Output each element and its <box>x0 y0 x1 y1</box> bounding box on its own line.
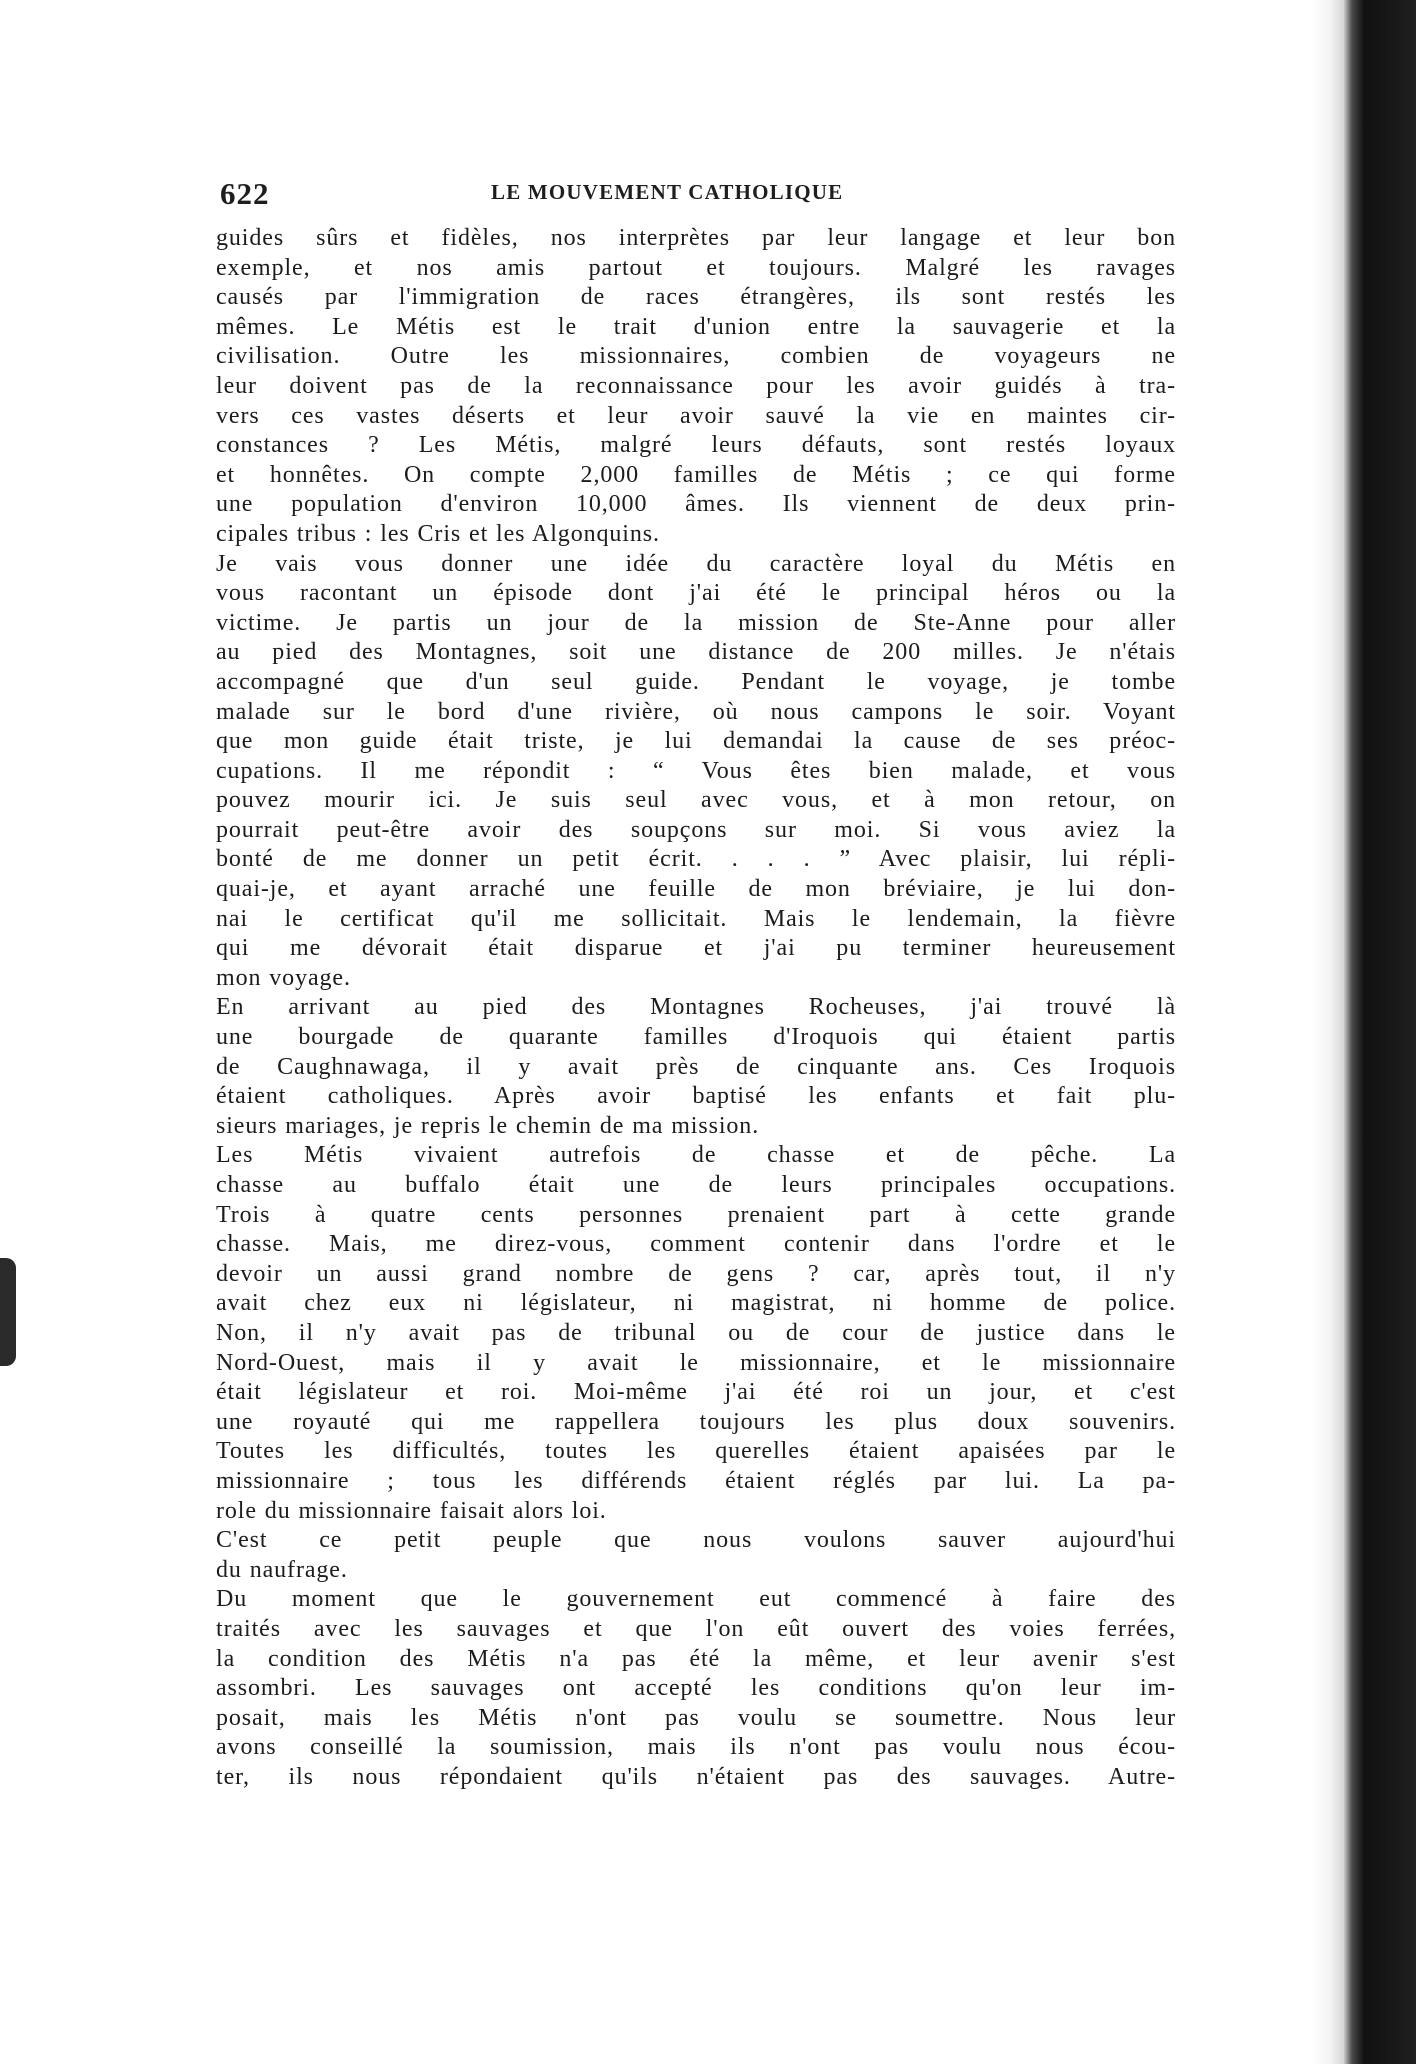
text-line: Toutes les difficultés, toutes les querelles étaient apaisées par le <box>216 1438 1176 1465</box>
text-line: civilisation. Outre les missionnaires, combien de voyageurs ne <box>216 343 1176 370</box>
text-line: nai le certificat qu'il me sollicitait. Mais le lendemain, la fièvre <box>216 905 1176 932</box>
body-text <box>216 224 1176 1792</box>
text-line: de Caughnawaga, il y avait près de cinquante ans. Ces Iroquois <box>216 1053 1176 1080</box>
text-line: Du moment que le gouvernement eut commencé à faire des <box>216 1586 1176 1613</box>
text-line: était législateur et roi. Moi-même j'ai été roi un jour, et c'est <box>216 1379 1176 1406</box>
text-line: avons conseillé la soumission, mais ils n'ont pas voulu nous écou- <box>216 1734 1176 1761</box>
text-line: role du missionnaire faisait alors loi. <box>216 1497 607 1524</box>
text-line: cupations. Il me répondit : “ Vous êtes bien malade, et vous <box>216 757 1176 784</box>
page-number: 622 <box>220 176 270 211</box>
text-line: que mon guide était triste, je lui demandai la cause de ses préoc- <box>216 728 1176 755</box>
text-line: En arrivant au pied des Montagnes Rocheuses, j'ai trouvé là <box>216 994 1176 1021</box>
text-line: la condition des Métis n'a pas été la même, et leur avenir s'est <box>216 1645 1176 1672</box>
text-line: du naufrage. <box>216 1556 348 1583</box>
text-line: victime. Je partis un jour de la mission de Ste-Anne pour aller <box>216 609 1176 636</box>
text-line: traités avec les sauvages et que l'on eût ouvert des voies ferrées, <box>216 1615 1176 1642</box>
text-line: Nord-Ouest, mais il y avait le missionnaire, et le missionnaire <box>216 1349 1176 1376</box>
text-line: chasse au buffalo était une de leurs principales occupations. <box>216 1172 1176 1198</box>
text-line: ter, ils nous répondaient qu'ils n'étaient pas des sauvages. Autre- <box>216 1763 1176 1790</box>
text-line: constances ? Les Métis, malgré leurs défauts, sont restés loyaux <box>216 432 1176 459</box>
text-line: accompagné que d'un seul guide. Pendant le voyage, je tombe <box>216 668 1176 695</box>
binding-gutter <box>1310 0 1344 2064</box>
text-line: vous racontant un épisode dont j'ai été le principal héros ou la <box>216 580 1176 607</box>
text-line: leur doivent pas de la reconnaissance pour les avoir guidés à tra- <box>216 372 1176 399</box>
text-line: vers ces vastes déserts et leur avoir sauvé la vie en maintes cir- <box>216 402 1176 429</box>
text-line: mon voyage. <box>216 964 351 991</box>
text-line: sieurs mariages, je repris le chemin de ma mission. <box>216 1112 760 1139</box>
text-line: causés par l'immigration de races étrangères, ils sont restés les <box>216 284 1176 311</box>
text-line: exemple, et nos amis partout et toujours. Malgré les ravages <box>216 254 1176 281</box>
text-line: au pied des Montagnes, soit une distance de 200 milles. Je n'étais <box>216 639 1176 666</box>
book-page <box>216 170 1176 2020</box>
text-line: missionnaire ; tous les différends étaient réglés par lui. La pa- <box>216 1467 1176 1494</box>
text-line: avait chez eux ni législateur, ni magistrat, ni homme de police. <box>216 1290 1176 1317</box>
text-line: Les Métis vivaient autrefois de chasse et de pêche. La <box>216 1142 1176 1169</box>
text-line: bonté de me donner un petit écrit. . . . ” Avec plaisir, lui répli- <box>216 846 1176 873</box>
text-line: une royauté qui me rappellera toujours les plus doux souvenirs. <box>216 1408 1176 1435</box>
text-line: Trois à quatre cents personnes prenaient part à cette grande <box>216 1201 1176 1228</box>
text-line: et honnêtes. On compte 2,000 familles de Métis ; ce qui forme <box>216 461 1176 488</box>
text-line: C'est ce petit peuple que nous voulons sauver aujourd'hui <box>216 1527 1176 1554</box>
running-head <box>216 170 1176 222</box>
page-clip-mark <box>0 1258 16 1366</box>
text-line: cipales tribus : les Cris et les Algonquins. <box>216 520 660 547</box>
text-line: étaient catholiques. Après avoir baptisé les enfants et fait plu- <box>216 1083 1176 1110</box>
text-line: mêmes. Le Métis est le trait d'union entre la sauvagerie et la <box>216 313 1176 340</box>
text-line: Non, il n'y avait pas de tribunal ou de cour de justice dans le <box>216 1319 1176 1346</box>
book-spine-edge <box>1344 0 1416 2064</box>
text-line: qui me dévorait était disparue et j'ai pu terminer heureusement <box>216 935 1176 962</box>
text-line: Je vais vous donner une idée du caractère loyal du Métis en <box>216 550 1176 577</box>
text-line: malade sur le bord d'une rivière, où nous campons le soir. Voyant <box>216 698 1176 725</box>
text-line: quai-je, et ayant arraché une feuille de mon bréviaire, je lui don- <box>216 876 1176 903</box>
text-line: pouvez mourir ici. Je suis seul avec vous, et à mon retour, on <box>216 787 1176 814</box>
text-line: une bourgade de quarante familles d'Iroquois qui étaient partis <box>216 1024 1176 1051</box>
text-line: une population d'environ 10,000 âmes. Ils viennent de deux prin- <box>216 491 1176 518</box>
text-line: guides sûrs et fidèles, nos interprètes par leur langage et leur bon <box>216 225 1176 251</box>
journal-title: LE MOUVEMENT CATHOLIQUE <box>491 180 844 204</box>
text-line: pourrait peut-être avoir des soupçons sur moi. Si vous aviez la <box>216 816 1176 843</box>
text-line: posait, mais les Métis n'ont pas voulu se soumettre. Nous leur <box>216 1704 1176 1731</box>
text-line: assombri. Les sauvages ont accepté les conditions qu'on leur im- <box>216 1675 1176 1702</box>
text-line: devoir un aussi grand nombre de gens ? car, après tout, il n'y <box>216 1260 1176 1287</box>
text-line: chasse. Mais, me direz-vous, comment contenir dans l'ordre et le <box>216 1231 1176 1258</box>
